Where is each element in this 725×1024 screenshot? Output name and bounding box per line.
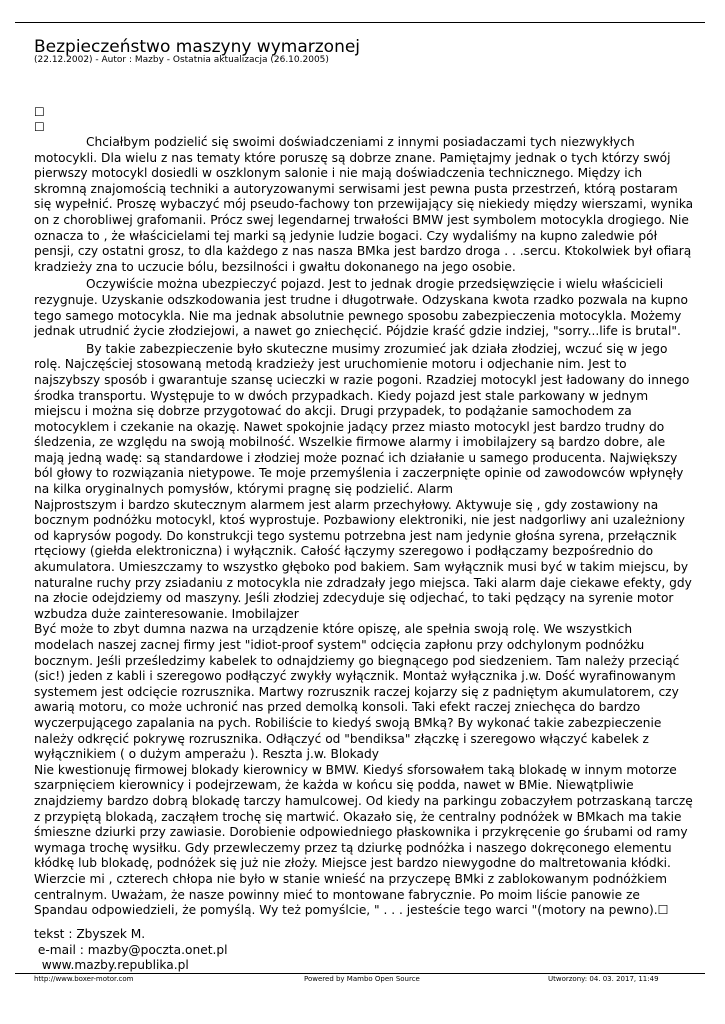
paragraph-1: Chciałbym podzielić się swoimi doświadczeniami z innymi posiadaczami tych niezwykłych motocykli. Dla wielu z nas tematy które poruszę są dobrze znane. Pamiętajmy jednak o tych którzy swój pierwszy motocykl dosiedli w oszklonym salonie i nie mają doświadczenia technicznego. Między ich skromną znajomością techniki a autoryzowanymi serwisami jest pewna pusta przestrzeń, którą postaram się wypełnić. Proszę wybaczyć mój pseudo-fachowy ton przewijający się niekiedy między wierszami, wynika on z chorobliwej grafomanii. Prócz swej legendarnej trwałości BMW jest symbolem motocykla drogiego. Nie oznacza to , że właścicielami tej marki są jedynie ludzie bogaci. Czy wydaliśmy na kupno zaledwie pół pensji, czy ostatni grosz, to dla każdego z nas nasza BMka jest bardzo droga . . .sercu. Ktokolwiek był ofiarą kradzieży zna to uczucie bólu, bezsilności i gwałtu dokonanego na jego osobie. bbox=[34, 135, 694, 274]
checkbox-glyph-2: ☐ bbox=[34, 120, 45, 134]
footer-powered-by: Powered by Mambo Open Source bbox=[304, 975, 420, 983]
bottom-rule bbox=[15, 973, 705, 974]
signature-block bbox=[34, 927, 227, 974]
website-line[interactable]: www.mazby.republika.pl bbox=[34, 958, 189, 973]
top-rule bbox=[15, 22, 705, 23]
checkbox-glyph-1: ☐ bbox=[34, 105, 45, 119]
paragraph-3: By takie zabezpieczenie było skuteczne musimy zrozumieć jak działa złodziej, wczuć się w jego rolę. Najczęściej stosowaną metodą kradzieży jest uruchomienie motoru i odjechanie nim. Jest to najszybszy sposób i gwarantuje szansę ucieczki w razie pogoni. Rzadziej motocykl jest ładowany do innego środka transportu. Występuje to w dwóch przypadkach. Kiedy pojazd jest stale parkowany w jednym miejscu i można się dobrze przygotować do akcji. Drugi przypadek, to podążanie samochodem za motocyklem i czekanie na okazję. Nawet spokojnie jadący przez miasto motocykl jest bardzo trudny do śledzenia, ze względu na swoją mobilność. Wszelkie firmowe alarmy i imobilajzery są bardzo dobre, ale mają jedną wadę: są standardowe i złodziej może poznać ich działanie u samego producenta. Największy ból głowy to rozwiązania nietypowe. Te moje przemyślenia i zaczerpnięte opinie od zawodowców wpłynęły na kilka oryginalnych pomysłów, którymi pragnę się podzielić. Alarm Najprostszym i bardzo skutecznym alarmem jest alarm przechyłowy. Aktywuje się , gdy zostawiony na bocznym podnóżku motocykl, ktoś wyprostuje. Pozbawiony elektroniki, nie jest nadgorliwy ani uzależniony od kaprysów pogody. Do konstrukcji tego systemu potrzebna jest nam jedynie głośna syrena, przełącznik rtęciowy (giełda elektroniczna) i wyłącznik. Całość łączymy szeregowo i podłączamy bezpośrednio do akumulatora. Umieszczamy to wszystko głęboko pod bakiem. Sam wyłącznik musi być w takim miejscu, by naturalne ruchy przy zsiadaniu z motocykla nie zdradzały jego miejsca. Taki alarm daje ciekawe efekty, gdy na złocie odejdziemy od maszyny. Jeśli złodziej zdecyduje się odjechać, to taki pędzący na syrenie motor wzbudza duże zainteresowanie. Imobilajzer Być może to zbyt dumna nazwa na urządzenie które opiszę, ale spełnia swoją rolę. We wszystkich modelach naszej zacnej firmy jest "idiot-proof system" odcięcia zapłonu przy odchylonym podnóżku bocznym. Jeśli prześledzimy kabelek to odnajdziemy go biegnącego pod siedzeniem. Tam należy przeciąć (sic!) jeden z kabli i szeregowo podłączyć zwykły wyłącznik. Montaż wyłącznika j.w. Dość wyrafinowanym systemem jest odcięcie rozrusznika. Martwy rozrusznik raczej kojarzy się z padniętym akumulatorem, czy awarią motoru, co może uchronić nas przed demolką konsoli. Taki efekt raczej zniechęca do bardzo wyczerpującego zapalania na pych. Robiliście to kiedyś swoją BMką? By wykonać takie zabezpieczenie należy odkręcić pokrywę rozrusznika. Odłączyć od "bendiksa" złączkę i szeregowo włączyć kabelek z wyłącznikiem ( o dużym amperażu ). Reszta j.w. Blokady Nie kwestionuję firmowej blokady kierownicy w BMW. Kiedyś sforsowałem taką blokadę w innym motorze szarpnięciem kierownicy i podejrzewam, że każda w końcu się podda, nawet w BMie. Niewątpliwie znajdziemy bardzo dobrą blokadę tarczy hamulcowej. Od kiedy na parkingu zobaczyłem potrzaskaną tarczę z przypiętą blokadą, zacząłem trochę się martwić. Okazało się, że centralny podnóżek w BMkach ma takie śmieszne dziurki przy zawiasie. Dorobienie odpowiedniego płaskownika i przykręcenie go śrubami od ramy wymaga trochę wysiłku. Gdy przewleczemy przez tą dziurkę podnóżka i naszego dokręconego elementu kłódkę lub blokadę, podnóżek się już nie złoży. Miejsce jest bardzo niewygodne do maltretowania kłódki. Wierzcie mi , czterech chłopa nie było w stanie wnieść na przyczepę BMki z zablokowanym podnóżkiem centralnym. Uważam, że nasze powinny mieć to montowane fabrycznie. Po moim liście panowie ze Spandau odpowiedzieli, że pomyślą. Wy też pomyślcie, " . . . jesteście tego warci "(motory na pewno).☐ bbox=[34, 341, 693, 918]
article-body bbox=[34, 135, 694, 919]
author-line: tekst : Zbyszek M. bbox=[34, 927, 146, 941]
page-title: Bezpieczeństwo maszyny wymarzonej bbox=[34, 37, 361, 57]
article-meta: (22.12.2002) - Autor : Mazby - Ostatnia aktualizacja (26.10.2005) bbox=[34, 55, 329, 65]
footer-created: Utworzony: 04. 03. 2017, 11:49 bbox=[548, 975, 659, 983]
email-line[interactable]: e-mail : mazby@poczta.onet.pl bbox=[34, 942, 228, 957]
footer-url[interactable]: http://www.boxer-motor.com bbox=[34, 975, 134, 983]
paragraph-2: Oczywiście można ubezpieczyć pojazd. Jest to jednak drogie przedsięwzięcie i wielu właścicieli rezygnuje. Uzyskanie odszkodowania jest trudne i długotrwałe. Odzyskana kwota rzadko pozwala na kupno tego samego motocykla. Nie ma jednak absolutnie pewnego sposobu zabezpieczenia motocykla. Możemy jednak utrudnić życie złodziejowi, a nawet go zniechęcić. Pójdzie kraść gdzie indziej, "sorry...life is brutal". bbox=[34, 277, 688, 339]
